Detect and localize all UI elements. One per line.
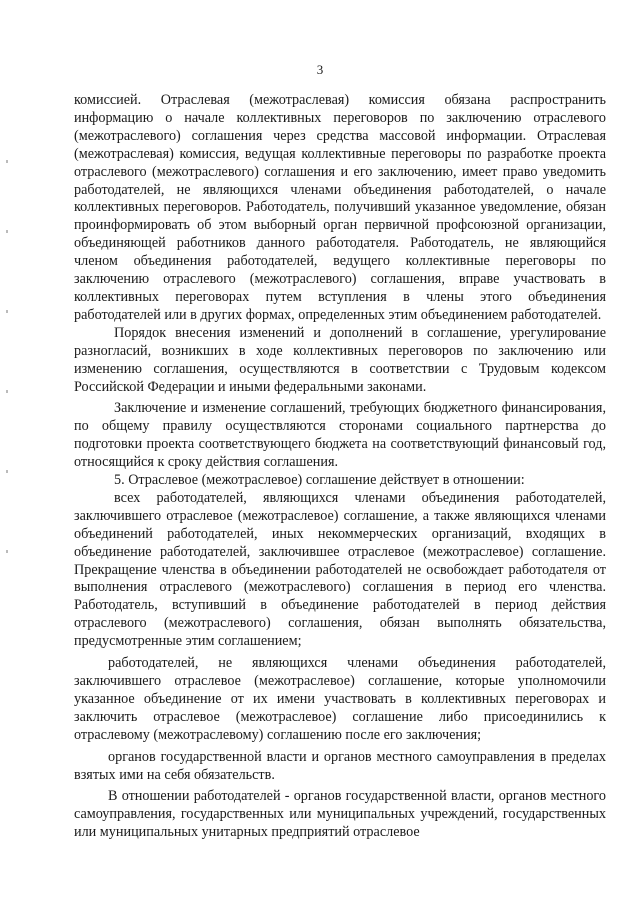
paragraph-government-employers: В отношении работодателей - органов государственной власти, органов местного самоуправления, государственных или муниципальных учреждений, государственных или муниципальных унитарных предприятий отраслевое [74, 788, 606, 841]
document-body [74, 92, 606, 842]
scan-edge-marks [6, 160, 12, 600]
paragraph-section-5-heading: 5. Отраслевое (межотраслевое) соглашение действует в отношении: [114, 472, 525, 489]
paragraph-government-bodies: органов государственной власти и органов местного самоуправления в пределах взятых ими на себя обязательств. [74, 748, 606, 783]
paragraph-commission: комиссией. Отраслевая (межотраслевая) комиссия обязана распространить информацию о начале коллективных переговоров по заключению отраслевого (межотраслевого) соглашения через средства массовой информации. Отраслевая (межотраслевая) комиссия, ведущая коллективные переговоры по разработке проекта отраслевого (межотраслевого) соглашения и его заключению, имеет право уведомить работодателей, не являющихся членами объединения работодателей, о начале коллективных переговоров. Работодатель, получивший указанное уведомление, обязан проинформировать об этом выборный орган первичной профсоюзной организации, объединяющей работников данного работодателя. Работодатель, не являющийся членом объединения работодателей, ведущего коллективные переговоры по заключению отраслевого (межотраслевого) соглашения, вправе участвовать в коллективных переговорах путем вступления в члены этого объединения работодателей или в других формах, определенных этим объединением работодателей. [74, 92, 606, 323]
paragraph-amendment-procedure: Порядок внесения изменений и дополнений в соглашение, урегулирование разногласий, возникших в ходе коллективных переговоров по заключению или изменению соглашения, осуществляются в соответствии с Трудовым кодексом Российской Федерации и иными федеральными законами. [74, 324, 606, 395]
paragraph-members-employers: всех работодателей, являющихся членами объединения работодателей, заключившего отраслевое (межотраслевое) соглашение, а также являющихся членами объединений работодателей, иных некоммерческих организаций, входящих в объединение работодателей, заключившее отраслевое (межотраслевое) соглашение. Прекращение членства в объединении работодателей не освобождает работодателя от выполнения отраслевого (межотраслевого) соглашения в период его членства. Работодатель, вступивший в объединение работодателей в период действия отраслевого (межотраслевого) соглашения, обязан выполнять обязательства, предусмотренные этим соглашением; [74, 489, 606, 650]
paragraph-budget-financing: Заключение и изменение соглашений, требующих бюджетного финансирования, по общему правилу осуществляются сторонами социального партнерства до подготовки проекта соответствующего бюджета на соответствующий финансовый год, относящийся к сроку действия соглашения. [74, 400, 606, 471]
paragraph-non-member-employers: работодателей, не являющихся членами объединения работодателей, заключившего отраслевое (межотраслевое) соглашение, которые уполномочили указанное объединение от их имени участвовать в коллективных переговорах и заключить отраслевое (межотраслевое) соглашение либо присоединились к отраслевому (межотраслевому) соглашению после его заключения; [74, 655, 606, 743]
page-number: 3 [316, 62, 324, 77]
